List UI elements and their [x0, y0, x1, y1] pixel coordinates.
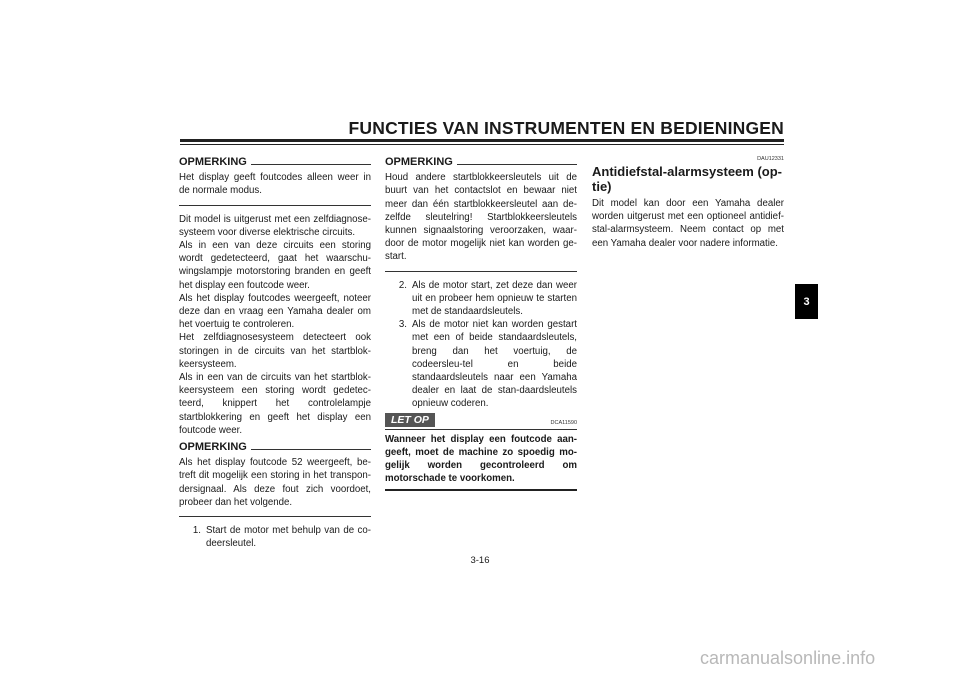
note-text: Als het display foutcode 52 weergeeft, be-treft dit mogelijk een storing in het transpon-dersignaal. Als deze fout zich voordoet, probeer dan het volgende. — [179, 457, 371, 508]
section-title: Antidiefstal-alarmsysteem (op-tie) — [592, 164, 782, 194]
note-end-rule — [179, 205, 371, 206]
note-heading — [179, 156, 371, 169]
note-heading-line — [251, 164, 371, 165]
caution-code: DCA11590 — [550, 419, 577, 426]
note-label: OPMERKING — [179, 156, 247, 168]
caution-text: Wanneer het display een foutcode aan-geeft, moet de machine zo spoedig mo-gelijk worden gecontroleerd om motorschade te voorkomen. — [385, 433, 577, 485]
list-item — [385, 318, 577, 410]
column-middle — [385, 156, 577, 491]
caution-rule — [385, 429, 577, 430]
note-heading — [179, 441, 371, 454]
note-heading-line — [251, 449, 371, 450]
chapter-tab: 3 — [795, 284, 818, 319]
note-heading-line — [457, 164, 577, 165]
body-paragraph: Als in een van de circuits van het startblok-keersysteem een storing wordt gedetec-teerd, knippert het controlelampje startblokkering en geeft het display een foutcode weer. — [179, 372, 371, 436]
column-left — [179, 156, 371, 550]
step-text: Als de motor start, zet deze dan weer uit en probeer hem opnieuw te starten met de standaardsleutels. — [412, 279, 577, 318]
page-header-title: FUNCTIES VAN INSTRUMENTEN EN BEDIENINGEN — [348, 118, 784, 138]
note-end-rule — [385, 271, 577, 272]
watermark: carmanualsonline.info — [700, 648, 876, 668]
list-item — [385, 279, 577, 319]
caution-heading — [385, 413, 577, 427]
column-right — [592, 156, 784, 250]
header-rule-thin — [180, 144, 784, 145]
body-paragraph: Dit model is uitgerust met een zelfdiagnose-systeem voor diverse elektrische circuits. — [179, 213, 371, 238]
note-end-rule — [179, 516, 371, 517]
caution-badge: LET OP — [385, 413, 435, 427]
step-number: 2. — [398, 279, 407, 291]
step-text: Als de motor niet kan worden gestart met een of beide standaardsleutels, breng dan het voertuig, de codeersleu-tel en beide standaardsleutels naar een Yamaha dealer en laat de stan-daardsleutels opnieuw coderen. — [412, 319, 577, 410]
note-text: Het display geeft foutcodes alleen weer in de normale modus. — [179, 172, 371, 197]
section-code: DAU12331 — [757, 156, 784, 162]
body-paragraph: Het zelfdiagnosesysteem detecteert ook storingen in de circuits van het startblok-keersysteem. — [179, 332, 371, 370]
step-list — [385, 279, 577, 411]
caution-end-rule — [385, 489, 577, 491]
header-rule — [180, 139, 784, 142]
step-number: 3. — [398, 319, 407, 331]
note-label: OPMERKING — [385, 156, 453, 168]
body-paragraph: Als in een van deze circuits een storing wordt gedetecteerd, gaat het waarschu-wingslampje motorstoring branden en geeft het display een foutcode weer. — [179, 240, 371, 291]
note-text: Houd andere startblokkeersleutels uit de buurt van het contactslot en bewaar niet meer dan één startblokkeersleutel aan de-zelfde sleutelring! Startblokkeersleutels kunnen signaalstoring veroorzaken, waar-door de motor mogelijk niet kan worden ge-start. — [385, 172, 577, 263]
page-number: 3-16 — [470, 555, 490, 566]
step-text: Start de motor met behulp van de co-deersleutel. — [206, 525, 371, 550]
note-label: OPMERKING — [179, 441, 247, 454]
note-heading — [385, 156, 577, 169]
step-number: 1. — [192, 525, 201, 537]
body-paragraph: Als het display foutcodes weergeeft, noteer deze dan en vraag een Yamaha dealer om het voertuig te controleren. — [179, 292, 371, 331]
step-list — [179, 524, 371, 550]
list-item — [179, 524, 371, 550]
section-text: Dit model kan door een Yamaha dealer worden uitgerust met een optioneel antidief-stal-alarmsysteem. Neem contact op met een Yamaha dealer voor nadere informatie. — [592, 198, 784, 249]
